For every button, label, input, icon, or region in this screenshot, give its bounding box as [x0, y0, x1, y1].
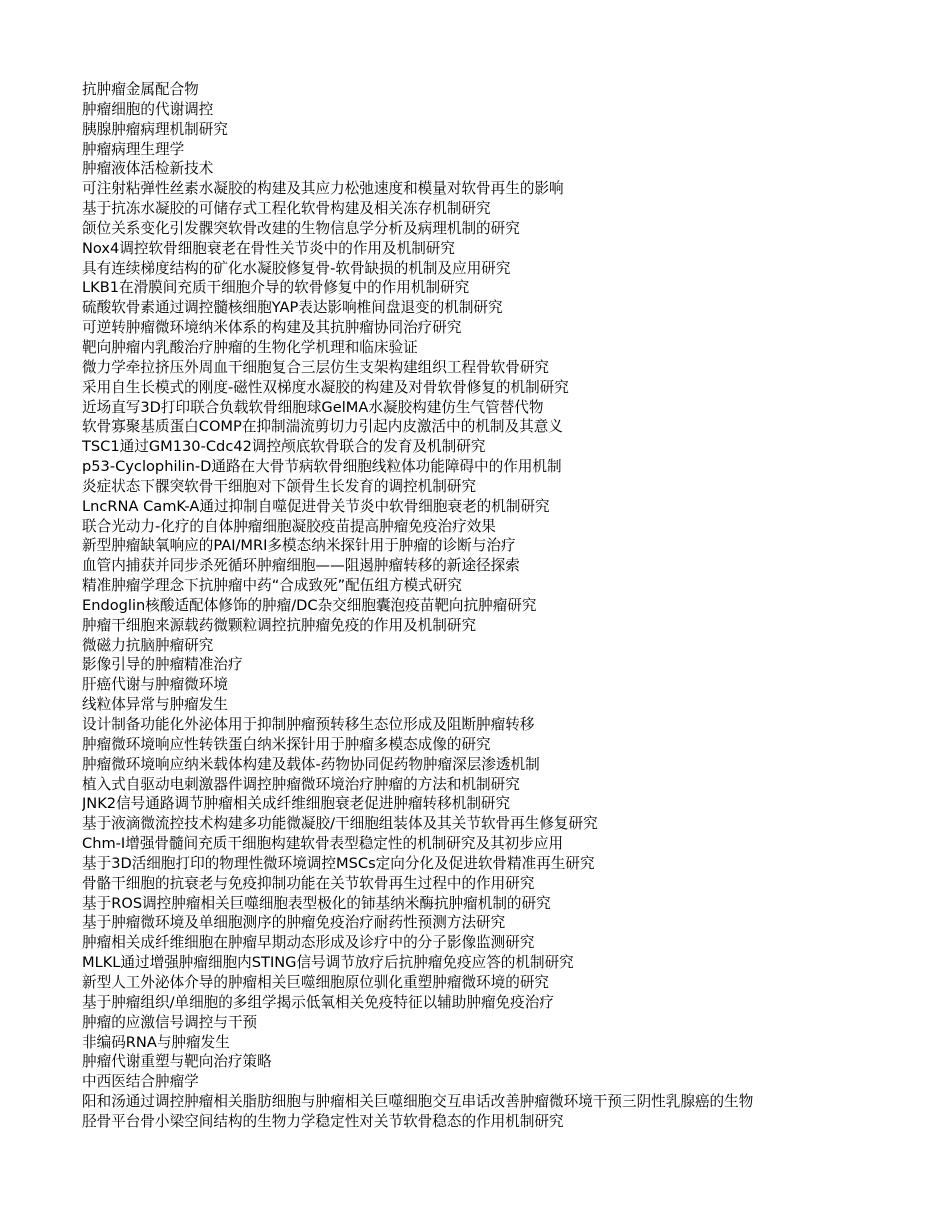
text-line: 肿瘤细胞的代谢调控	[82, 100, 214, 118]
text-line: 靶向肿瘤内乳酸治疗肿瘤的生物化学机理和临床验证	[82, 338, 418, 356]
text-line: 联合光动力-化疗的自体肿瘤细胞凝胶疫苗提高肿瘤免疫治疗效果	[82, 517, 496, 535]
text-line: 基于肿瘤微环境及单细胞测序的肿瘤免疫治疗耐药性预测方法研究	[82, 914, 506, 932]
text-line: 肿瘤代谢重塑与靶向治疗策略	[82, 1053, 272, 1071]
text-line: 可注射粘弹性丝素水凝胶的构建及其应力松弛速度和模量对软骨再生的影响	[82, 180, 564, 198]
text-line: 精准肿瘤学理念下抗肿瘤中药“合成致死”配伍组方模式研究	[82, 577, 462, 595]
text-line: 微磁力抗脑肿瘤研究	[82, 636, 214, 654]
text-line: 肿瘤微环境响应性转铁蛋白纳米探针用于肿瘤多模态成像的研究	[82, 735, 491, 753]
text-line: Endoglin核酸适配体修饰的肿瘤/DC杂交细胞囊泡疫苗靶向抗肿瘤研究	[82, 596, 537, 614]
text-line: 肿瘤干细胞来源载药微颗粒调控抗肿瘤免疫的作用及机制研究	[82, 616, 477, 634]
text-line: 基于液滴微流控技术构建多功能微凝胶/干细胞组装体及其关节软骨再生修复研究	[82, 815, 598, 833]
text-line: 微力学牵拉挤压外周血干细胞复合三层仿生支架构建组织工程骨软骨研究	[82, 358, 550, 376]
text-line: LKB1在滑膜间充质干细胞介导的软骨修复中的作用机制研究	[82, 279, 470, 297]
text-line: 中西医结合肿瘤学	[82, 1073, 199, 1091]
text-line: 采用自生长模式的刚度-磁性双梯度水凝胶的构建及对骨软骨修复的机制研究	[82, 378, 569, 396]
text-line: 胫骨平台骨小梁空间结构的生物力学稳定性对关节软骨稳态的作用机制研究	[82, 1112, 564, 1130]
text-line: LncRNA CamK-A通过抑制自噬促进骨关节炎中软骨细胞衰老的机制研究	[82, 497, 550, 515]
text-line: 颌位关系变化引发髁突软骨改建的生物信息学分析及病理机制的研究	[82, 219, 520, 237]
text-line: 硫酸软骨素通过调控髓核细胞YAP表达影响椎间盘退变的机制研究	[82, 299, 503, 317]
text-line: 基于肿瘤组织/单细胞的多组学揭示低氧相关免疫特征以辅助肿瘤免疫治疗	[82, 993, 554, 1011]
text-line: 炎症状态下髁突软骨干细胞对下颌骨生长发育的调控机制研究	[82, 477, 477, 495]
text-line: 新型人工外泌体介导的肿瘤相关巨噬细胞原位驯化重塑肿瘤微环境的研究	[82, 973, 550, 991]
text-line: 阳和汤通过调控肿瘤相关脂肪细胞与肿瘤相关巨噬细胞交互串话改善肿瘤微环境干预三阴性乳腺癌的生物	[82, 1093, 754, 1111]
text-line: 胰腺肿瘤病理机制研究	[82, 120, 228, 138]
text-line: 新型肿瘤缺氧响应的PAI/MRI多模态纳米探针用于肿瘤的诊断与治疗	[82, 537, 516, 555]
document-body	[82, 80, 854, 1132]
text-line: 植入式自驱动电刺激器件调控肿瘤微环境治疗肿瘤的方法和机制研究	[82, 775, 520, 793]
text-line: 抗肿瘤金属配合物	[82, 81, 199, 98]
text-line: 基于ROS调控肿瘤相关巨噬细胞表型极化的铈基纳米酶抗肿瘤机制的研究	[82, 894, 551, 912]
text-line: 肝癌代谢与肿瘤微环境	[82, 676, 228, 694]
text-line: 肿瘤微环境响应纳米载体构建及载体-药物协同促药物肿瘤深层渗透机制	[82, 755, 540, 773]
text-line: 基于抗冻水凝胶的可储存式工程化软骨构建及相关冻存机制研究	[82, 200, 491, 218]
text-line: Nox4调控软骨细胞衰老在骨性关节炎中的作用及机制研究	[82, 239, 455, 257]
text-line: 软骨寡聚基质蛋白COMP在抑制湍流剪切力引起内皮激活中的机制及其意义	[82, 418, 563, 436]
text-line: 肿瘤病理生理学	[82, 140, 185, 158]
text-line: 肿瘤的应激信号调控与干预	[82, 1013, 258, 1031]
text-line: 基于3D活细胞打印的物理性微环境调控MSCs定向分化及促进软骨精准再生研究	[82, 854, 595, 872]
text-line: Chm-I增强骨髓间充质干细胞构建软骨表型稳定性的机制研究及其初步应用	[82, 835, 564, 853]
text-line: p53-Cyclophilin-D通路在大骨节病软骨细胞线粒体功能障碍中的作用机制	[82, 458, 562, 476]
text-line: 肿瘤液体活检新技术	[82, 160, 214, 178]
text-line: 肿瘤相关成纤维细胞在肿瘤早期动态形成及诊疗中的分子影像监测研究	[82, 934, 535, 952]
text-line: JNK2信号通路调节肿瘤相关成纤维细胞衰老促进肿瘤转移机制研究	[82, 795, 511, 813]
text-line: 血管内捕获并同步杀死循环肿瘤细胞——阻遏肿瘤转移的新途径探索	[82, 557, 520, 575]
text-line: 可逆转肿瘤微环境纳米体系的构建及其抗肿瘤协同治疗研究	[82, 319, 462, 337]
text-line: 具有连续梯度结构的矿化水凝胶修复骨-软骨缺损的机制及应用研究	[82, 259, 511, 277]
text-line: MLKL通过增强肿瘤细胞内STING信号调节放疗后抗肿瘤免疫应答的机制研究	[82, 954, 574, 972]
text-line: 影像引导的肿瘤精准治疗	[82, 656, 243, 674]
text-line: 近场直写3D打印联合负载软骨细胞球GelMA水凝胶构建仿生气管替代物	[82, 398, 544, 416]
text-line: 骨骼干细胞的抗衰老与免疫抑制功能在关节软骨再生过程中的作用研究	[82, 874, 535, 892]
text-line: 线粒体异常与肿瘤发生	[82, 696, 228, 714]
text-line: TSC1通过GM130-Cdc42调控颅底软骨联合的发育及机制研究	[82, 438, 486, 456]
text-line: 设计制备功能化外泌体用于抑制肿瘤预转移生态位形成及阻断肿瘤转移	[82, 716, 535, 733]
text-line: 非编码RNA与肿瘤发生	[82, 1033, 230, 1051]
